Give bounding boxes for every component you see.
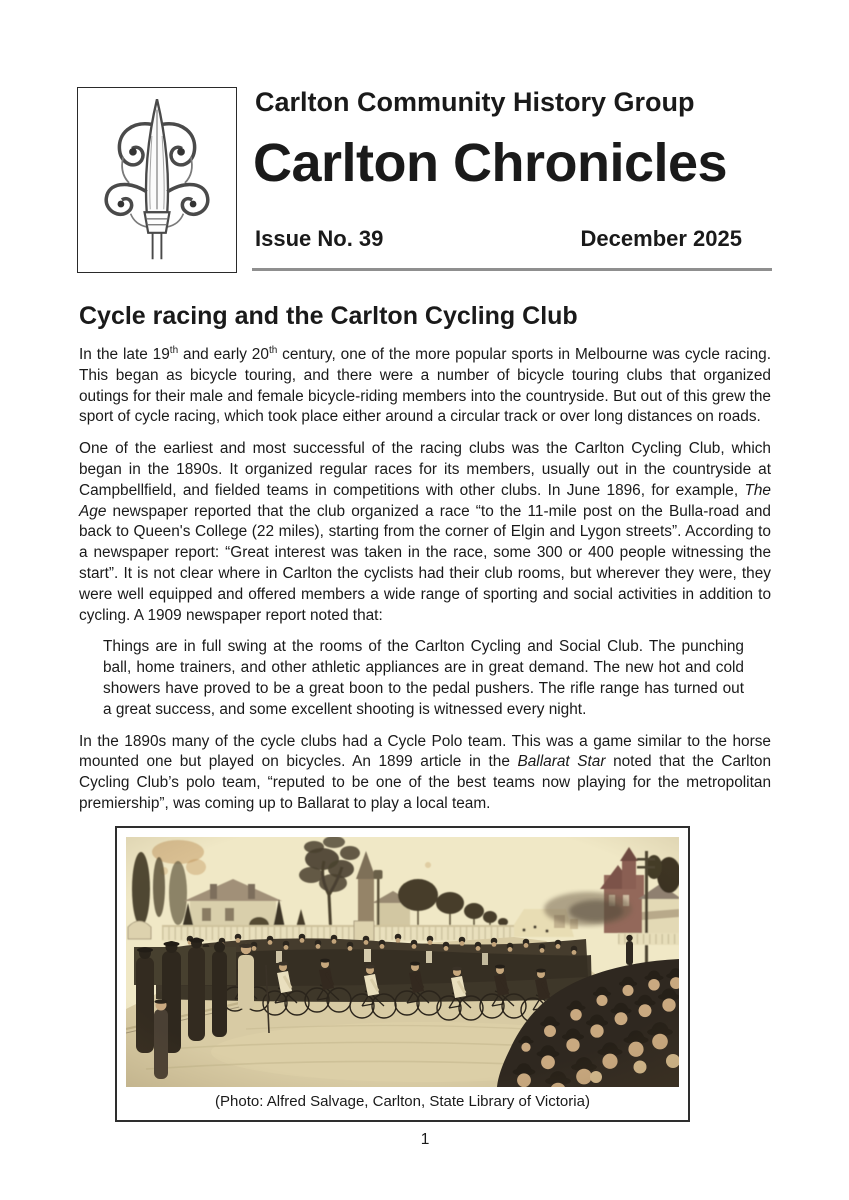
text-fragment: noted that the Carlton Cycling Club’s polo team, “reputed to be one of the best teams now playing for the metropolitan premiership”, was coming up to Ballarat to play a local team. [79,753,771,812]
issue-date: December 2025 [580,226,742,251]
superscript-ordinal: th [268,344,278,356]
body-paragraph-2 [79,439,771,626]
page-number: 1 [420,1130,430,1148]
issue-number: Issue No. 39 [255,226,384,251]
block-quote: Things are in full swing at the rooms of the Carlton Cycling and Social Club. The punching ball, home trainers, and other athletic appliances are in great demand. The new hot and cold showers have proved to be a great boon to the pedal pushers. The rifle range has turned out a great success, and some excellent shooting is witnessed every night. [103,638,744,718]
org-name: Carlton Community History Group [255,87,695,117]
header-rule [252,268,772,271]
photo-caption: (Photo: Alfred Salvage, Carlton, State Library of Victoria) [215,1092,590,1110]
body-paragraph-1 [79,345,771,428]
superscript-ordinal: th [169,344,179,356]
article [79,302,771,1149]
fleur-de-lis-icon [82,92,232,268]
text-fragment: and early 20 [178,346,269,363]
body-paragraph-3 [79,732,771,815]
masthead-title: Carlton Chronicles [253,133,728,193]
issue-row [255,226,742,252]
logo-box [77,87,237,273]
text-fragment: One of the earliest and most successful of the racing clubs was the Carlton Cycling Club, which began in the 1890s. It organized regular races for its members, usually out in the countryside at Campbellfield, and fielded teams in competitions with other clubs. In June 1896, for example, [79,440,771,499]
publication-name: The Age [79,481,771,520]
text-fragment: In the 1890s many of the cycle clubs had a Cycle Polo team. This was a game similar to the horse mounted one but played on bicycles. An 1899 article in the [79,732,771,771]
historic-photo [126,837,679,1087]
text-fragment: newspaper reported that the club organized a race “to the 11-mile post on the Bulla-road and back to Queen's College (22 miles), starting from the corner of Elgin and Lygon streets”. According to a newspaper report: “Great interest was taken in the race, some 300 or 400 people witnessing the start”. It is not clear where in Carlton the cyclists had their club rooms, but wherever they were, they were well equipped and offered members a wide range of sporting and social activities in addition to cycling. A 1909 newspaper report noted that: [79,502,771,624]
publication-name: Ballarat Star [517,753,606,771]
text-fragment: In the late 19 [79,346,170,363]
photo-figure [115,826,690,1122]
article-heading: Cycle racing and the Carlton Cycling Club [79,302,578,330]
text-fragment: century, one of the more popular sports in Melbourne was cycle racing. This began as bicycle touring, and there were a number of bicycle touring clubs that organized outings for their male and female bicycle-riding members into the countryside. But out of this grew the sport of cycle racing, which took place either around a circular track or over long distances on roads. [79,346,771,426]
